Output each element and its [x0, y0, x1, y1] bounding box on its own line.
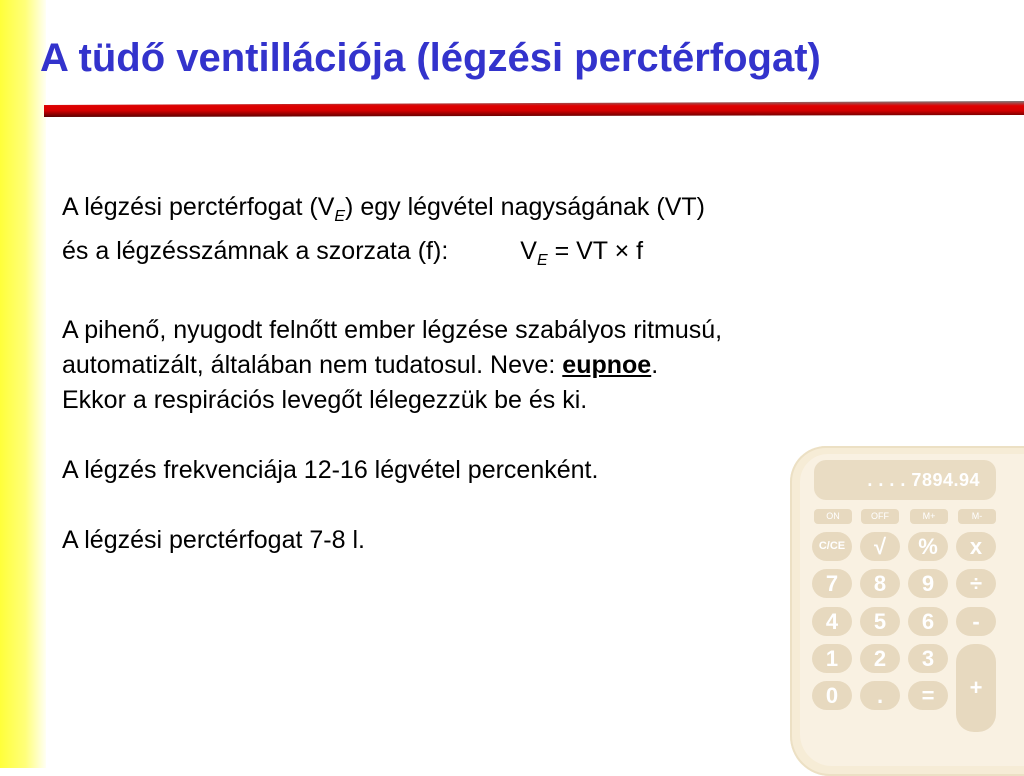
term-eupnoe: eupnoe [562, 351, 652, 379]
key-sqrt: √ [860, 532, 900, 561]
key-equals: = [908, 681, 948, 710]
key-7: 7 [812, 569, 852, 598]
para2-line3: Ekkor a respirációs levegőt lélegezzük be és ki. [62, 386, 588, 414]
key-minus: - [956, 607, 996, 636]
key-divide: ÷ [956, 569, 996, 598]
para3: A légzés frekvenciája 12-16 légvétel percenként. [62, 456, 599, 484]
key-plus: + [956, 644, 996, 732]
key-2: 2 [860, 644, 900, 673]
yellow-side-strip [0, 0, 46, 768]
key-times: x [956, 532, 996, 561]
key-m-minus: M- [958, 509, 996, 524]
key-off: OFF [861, 509, 899, 524]
formula: $V_E$ = VT × f [520, 237, 644, 269]
key-clear: C/CE [812, 532, 852, 561]
key-4: 4 [812, 607, 852, 636]
calculator-illustration [790, 446, 1024, 768]
calculator-display: . . . . 7894.94 [814, 460, 996, 500]
key-8: 8 [860, 569, 900, 598]
key-3: 3 [908, 644, 948, 673]
key-5: 5 [860, 607, 900, 636]
key-9: 9 [908, 569, 948, 598]
para2-line1: A pihenő, nyugodt felnőtt ember légzése szabályos ritmusú, [62, 316, 723, 344]
slide-title: A tüdő ventillációja (légzési perctérfogat) [40, 36, 821, 80]
key-dot: . [860, 681, 900, 710]
para1-line1: A légzési perctérfogat $(V_E)$ egy légvétel nagyságának (VT) [62, 193, 705, 225]
para4: A légzési perctérfogat 7-8 l. [62, 526, 365, 554]
key-on: ON [814, 509, 852, 524]
para2-line2: automatizált, általában nem tudatosul. Neve: eupnoe. [62, 351, 659, 379]
key-0: 0 [812, 681, 852, 710]
para1-line2: és a légzésszámnak a szorzata (f): $V_E$ = VT × f [62, 237, 644, 269]
title-underline-rule [44, 101, 1024, 121]
key-6: 6 [908, 607, 948, 636]
key-1: 1 [812, 644, 852, 673]
key-percent: % [908, 532, 948, 561]
key-m-plus: M+ [910, 509, 948, 524]
